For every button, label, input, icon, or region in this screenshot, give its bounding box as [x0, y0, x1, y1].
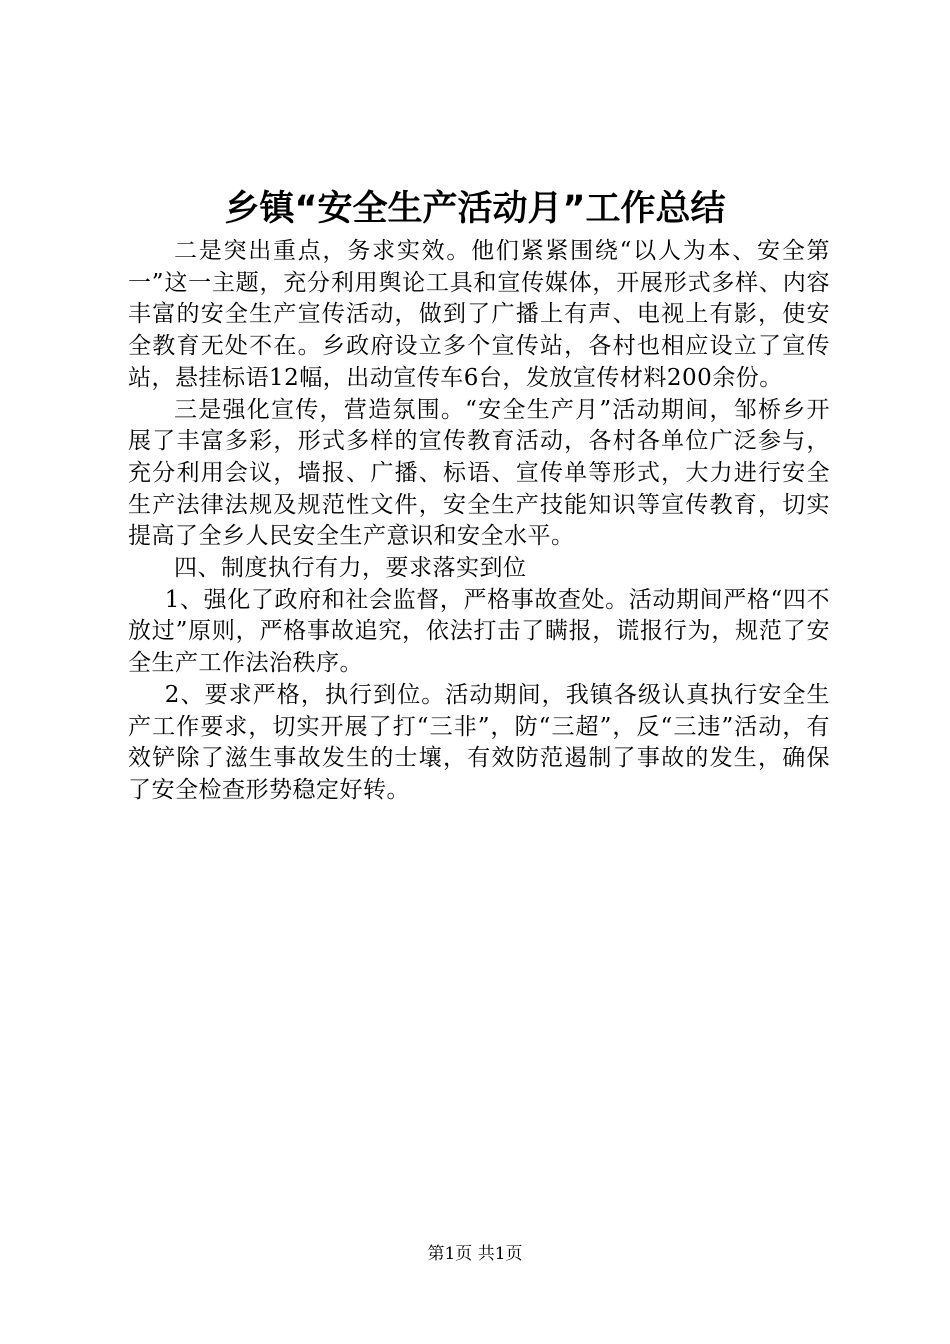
paragraph-4: 2、要求严格，执行到位。活动期间，我镇各级认真执行安全生产工作要求，切实开展了打“三非”，防“三超”，反“三违”活动，有效铲除了滋生事故发生的士壤，有效防范遏制了事故的发生，确保了安全检查形势稳定好转。 [128, 681, 830, 803]
document-body [128, 236, 830, 807]
paragraph-2: 三是强化宣传，营造氛围。“安全生产月”活动期间，邹桥乡开展了丰富多彩，形式多样的宣传教育活动，各村各单位广泛参与，充分利用会议，墙报、广播、标语、宣传单等形式，大力进行安全生产法律法规及规范性文件，安全生产技能知识等宣传教育，切实提高了全乡人民安全生产意识和安全水平。 [128, 396, 830, 550]
section-heading: 四、制度执行有力，要求落实到位 [174, 555, 527, 582]
page-footer: 第1页 共1页 [427, 1244, 523, 1264]
document-title: 乡镇“安全生产活动月”工作总结 [224, 189, 726, 229]
paragraph-3: 1、强化了政府和社会监督，严格事故查处。活动期间严格“四不放过”原则，严格事故追究，依法打击了瞒报，谎报行为，规范了安全生产工作法治秩序。 [128, 586, 830, 677]
paragraph-1: 二是突出重点，务求实效。他们紧紧围绕“以人为本、安全第一”这一主题，充分利用舆论工具和宣传媒体，开展形式多样、内容丰富的安全生产宣传活动，做到了广播上有声、电视上有影，使安全教育无处不在。乡政府设立多个宣传站，各村也相应设立了宣传站，悬挂标语12幅，出动宣传车6台，发放宣传材料200余份。 [128, 238, 830, 391]
